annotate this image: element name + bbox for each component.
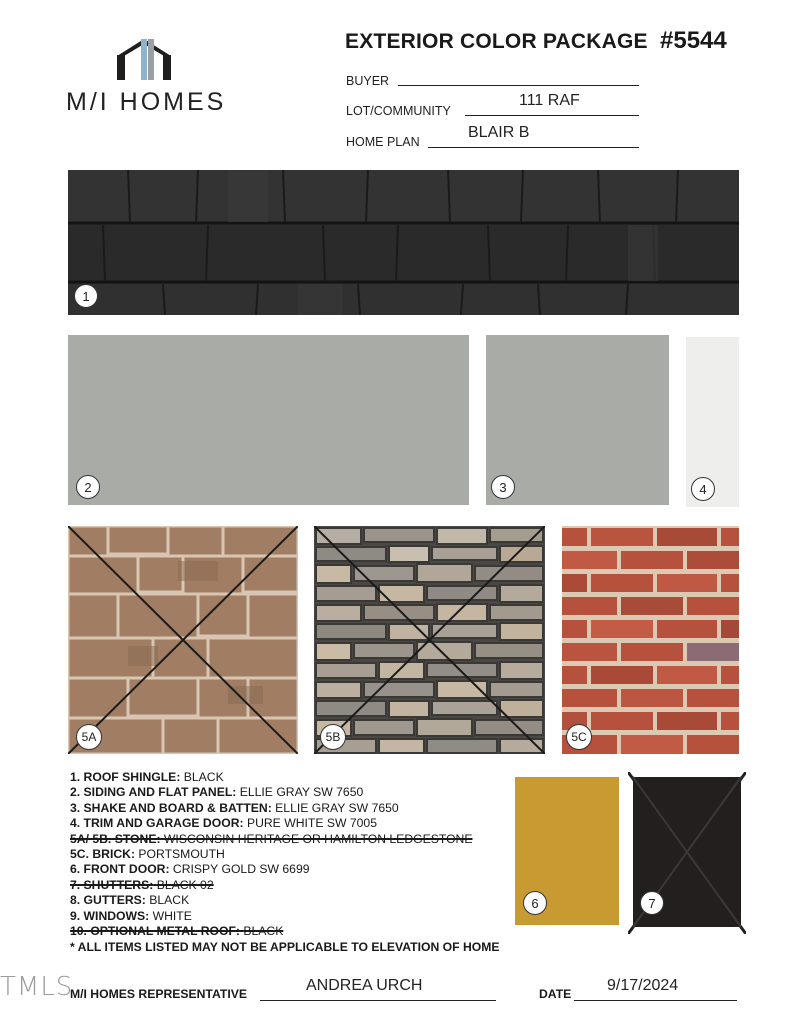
shake-swatch (486, 335, 669, 505)
legend-item-brick: 5C. BRICK: PORTSMOUTH (70, 847, 225, 862)
lot-community-value: 111 RAF (519, 92, 580, 109)
swatch-badge-2: 2 (76, 475, 100, 499)
date-value: 9/17/2024 (607, 977, 679, 994)
swatch-badge-5a: 5A (76, 724, 102, 750)
roof-shingle-swatch (68, 170, 739, 315)
swatch-badge-1: 1 (74, 284, 98, 308)
home-plan-label: HOME PLAN (346, 135, 420, 149)
brick-5c-swatch (562, 526, 739, 754)
swatch-badge-5b: 5B (320, 724, 346, 750)
date-label: DATE (539, 987, 572, 1001)
shutters-swatch (628, 772, 746, 934)
siding-swatch (68, 335, 469, 505)
stone-5a-swatch (68, 526, 298, 754)
swatch-badge-6: 6 (523, 891, 547, 915)
company-logo-text: M/I HOMES (66, 88, 227, 116)
legend-item-shutters: 7. SHUTTERS: BLACK 02 (70, 877, 214, 892)
lot-community-line (465, 115, 639, 116)
buyer-line (398, 85, 639, 86)
swatch-badge-5c: 5C (566, 724, 592, 750)
mi-homes-house-icon (115, 36, 173, 80)
legend-item-trim: 4. TRIM AND GARAGE DOOR: PURE WHITE SW 7005 (70, 816, 377, 831)
swatch-badge-7: 7 (640, 891, 664, 915)
date-line (574, 1000, 737, 1001)
legend-item-shake: 3. SHAKE AND BOARD & BATTEN: ELLIE GRAY SW 7650 (70, 800, 399, 815)
legend-item-windows: 9. WINDOWS: WHITE (70, 908, 192, 923)
page-title: EXTERIOR COLOR PACKAGE (345, 30, 648, 53)
stone-5b-swatch (314, 526, 545, 754)
legend-item-metal-roof: 10. OPTIONAL METAL ROOF: BLACK (70, 924, 284, 939)
swatch-badge-4: 4 (691, 477, 715, 501)
swatch-badge-3: 3 (491, 475, 515, 499)
front-door-swatch (515, 777, 619, 925)
color-legend-list (70, 770, 473, 939)
applicability-note: * ALL ITEMS LISTED MAY NOT BE APPLICABLE TO ELEVATION OF HOME (70, 940, 500, 954)
package-number: #5544 (660, 27, 727, 54)
trim-swatch (686, 337, 739, 507)
home-plan-line (428, 147, 639, 148)
home-plan-value: BLAIR B (468, 124, 530, 141)
representative-line (260, 1000, 496, 1001)
legend-item-front-door: 6. FRONT DOOR: CRISPY GOLD SW 6699 (70, 862, 310, 877)
legend-item-stone: 5A/ 5B. STONE: WISCONSIN HERITAGE OR HAMILTON LEDGESTONE (70, 831, 473, 846)
representative-value: ANDREA URCH (306, 977, 423, 994)
representative-label: M/I HOMES REPRESENTATIVE (70, 987, 247, 1001)
lot-community-label: LOT/COMMUNITY (346, 104, 451, 118)
legend-item-roof: 1. ROOF SHINGLE: BLACK (70, 770, 224, 784)
legend-item-gutters: 8. GUTTERS: BLACK (70, 893, 190, 908)
mls-watermark: TMLS (0, 972, 74, 1002)
legend-item-siding: 2. SIDING AND FLAT PANEL: ELLIE GRAY SW 7650 (70, 785, 364, 800)
buyer-label: BUYER (346, 74, 390, 88)
